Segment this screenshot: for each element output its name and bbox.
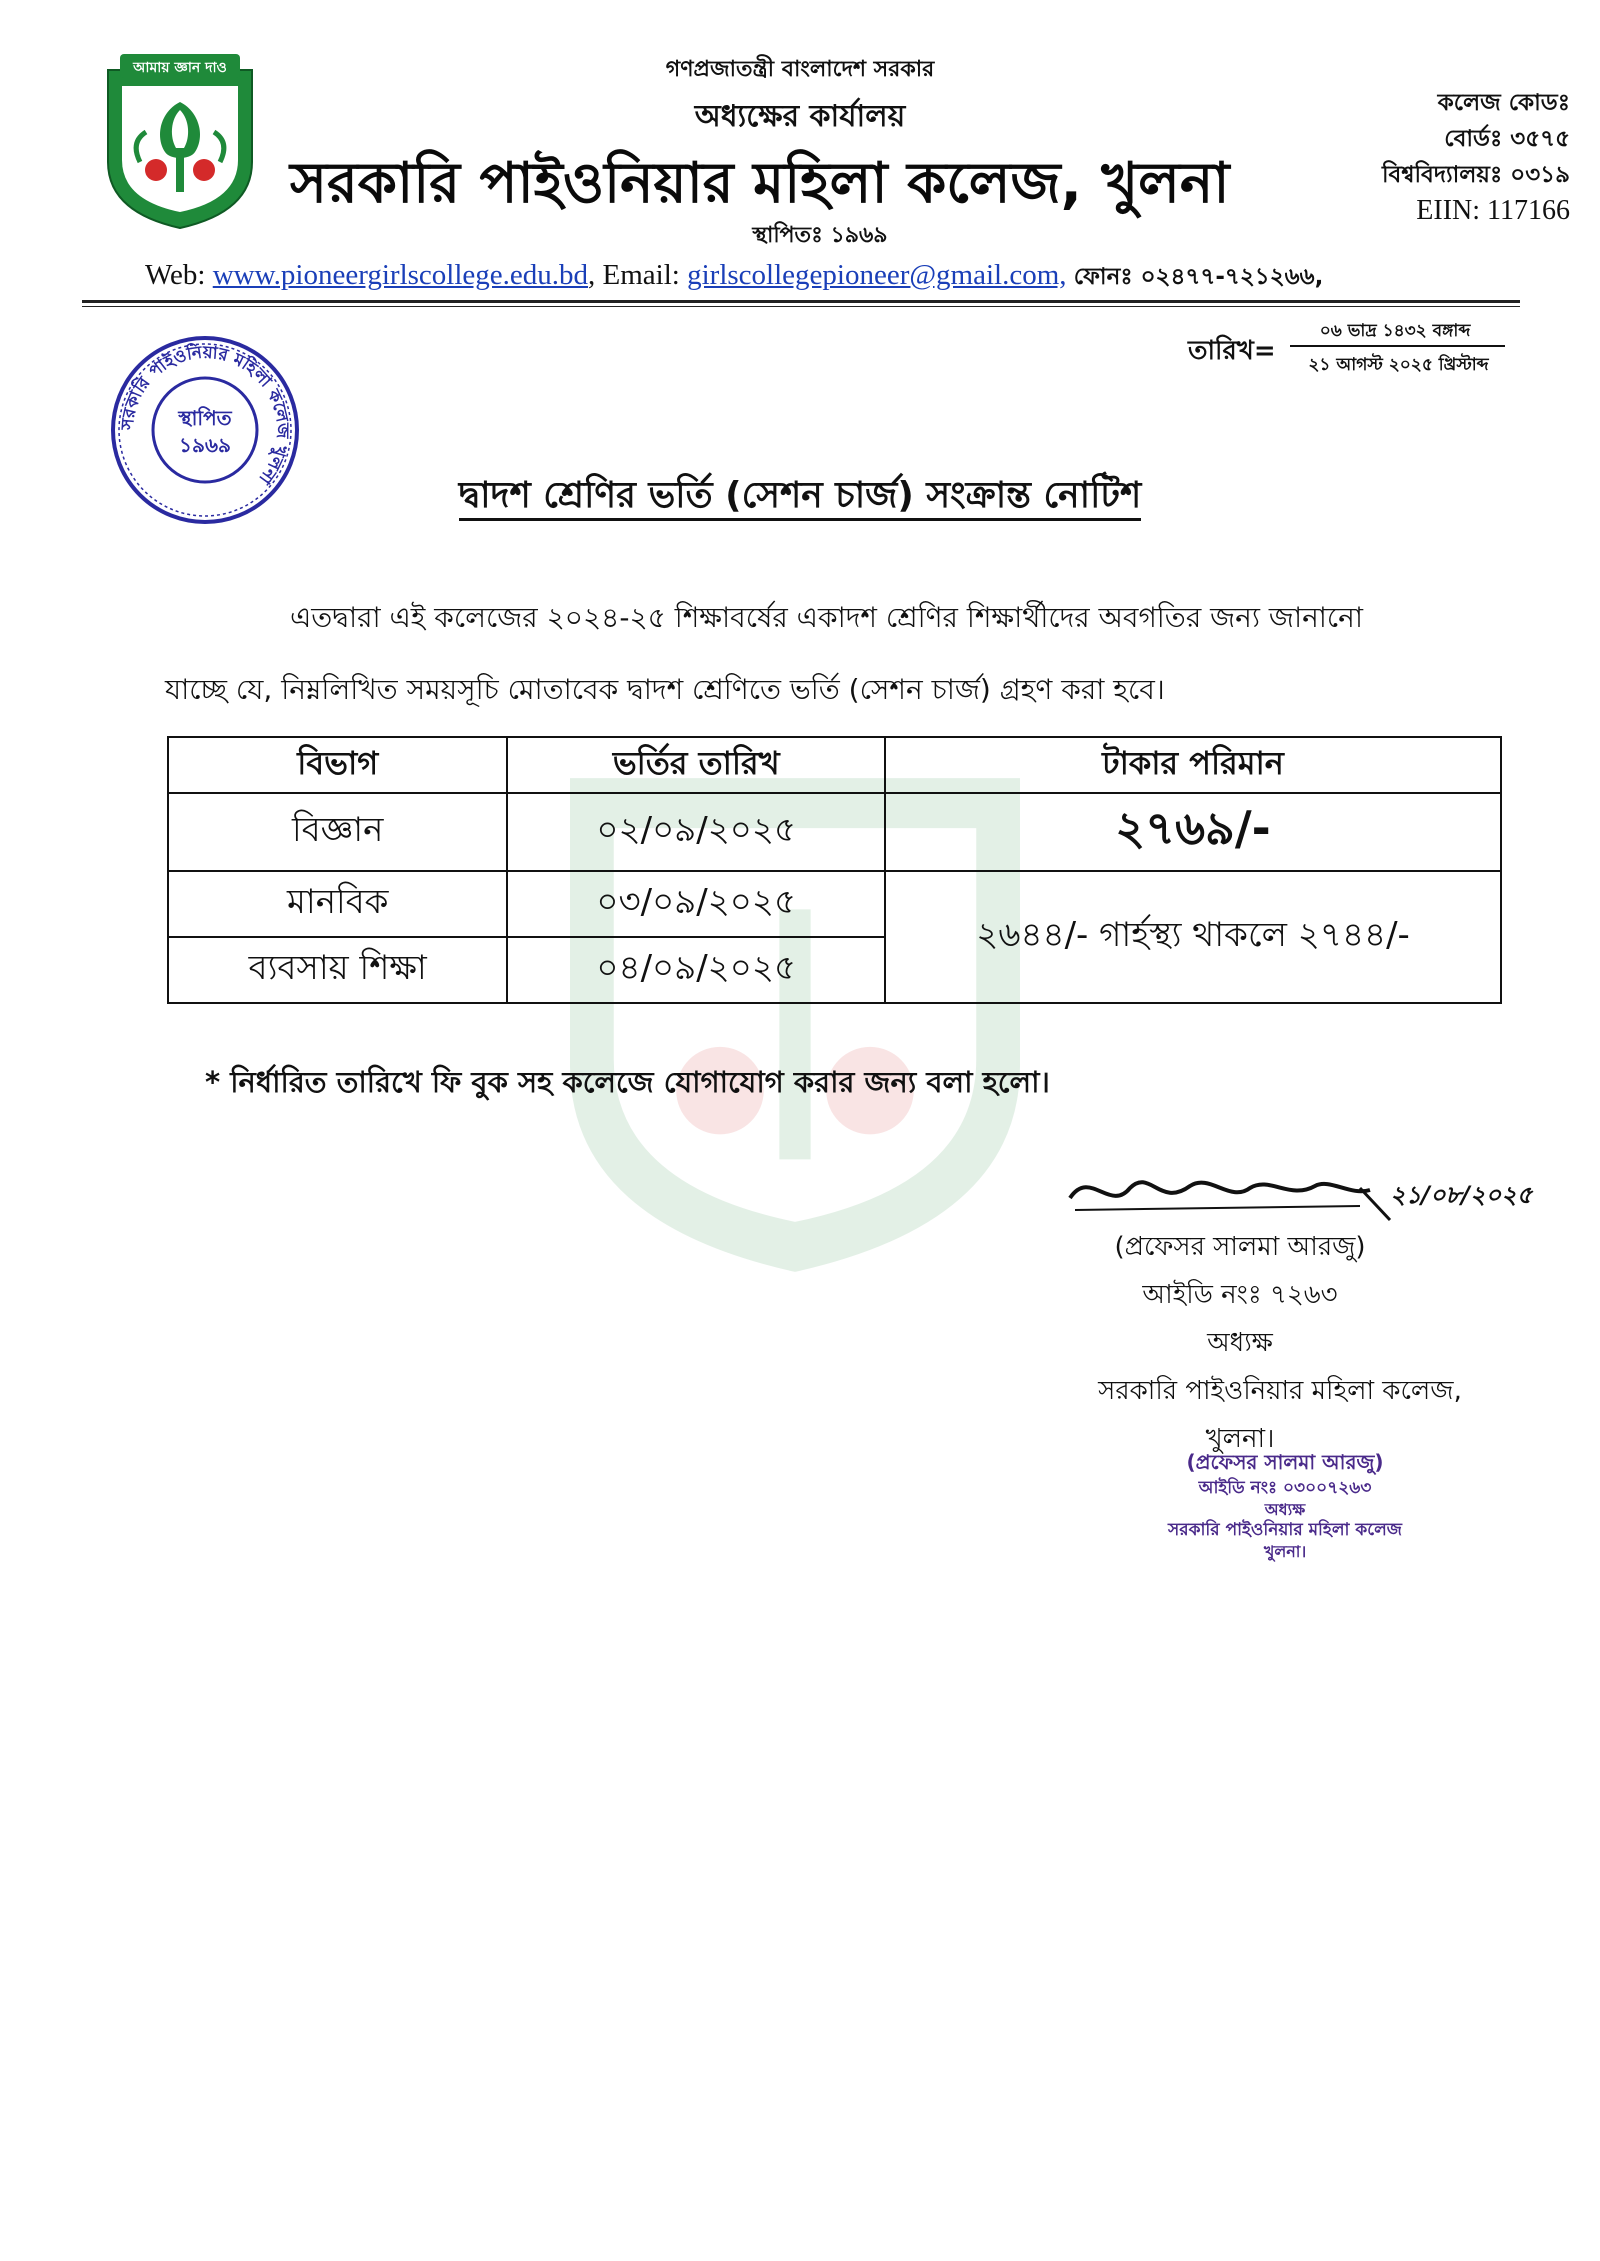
email-link[interactable]: girlscollegepioneer@gmail.com,: [687, 259, 1067, 291]
date-cell: ০৩/০৯/২০২৫: [507, 871, 885, 937]
signatory-college: সরকারি পাইওনিয়ার মহিলা কলেজ,: [1098, 1376, 1462, 1406]
government-line: গণপ্রজাতন্ত্রী বাংলাদেশ সরকার: [665, 57, 935, 82]
stamp-designation: অধ্যক্ষ: [1264, 1500, 1306, 1519]
table-row: [168, 871, 1501, 937]
stamp-id: আইডি নংঃ ০৩০০৭২৬৩: [1198, 1478, 1372, 1498]
eiin-code: EIIN: 117166: [1416, 195, 1570, 226]
board-code: বোর্ডঃ ৩৫৭৫: [1444, 126, 1570, 152]
office-line: অধ্যক্ষের কার্যালয়: [694, 99, 906, 134]
signatory-id: আইডি নংঃ ৭২৬৩: [1142, 1280, 1338, 1310]
seal-inner-top: স্থাপিত: [178, 406, 232, 430]
header-rule-thin: [82, 306, 1520, 307]
header-date: ভর্তির তারিখ: [507, 737, 885, 793]
signatory-name: (প্রফেসর সালমা আরজু): [1114, 1232, 1366, 1262]
handwritten-signature: [1060, 1158, 1540, 1228]
header-rule: [82, 300, 1520, 303]
web-label: Web:: [145, 259, 206, 291]
amount-cell: ২৭৬৯/-: [885, 793, 1501, 871]
svg-text:আমায় জ্ঞান দাও: আমায় জ্ঞান দাও: [133, 60, 227, 76]
notice-title-text: দ্বাদশ শ্রেণির ভর্তি (সেশন চার্জ) সংক্রান্ত নোটিশ: [459, 475, 1142, 521]
date-divider: [1290, 345, 1505, 347]
svg-text:২১/০৮/২০২৫: ২১/০৮/২০২৫: [1390, 1181, 1533, 1209]
date-cell: ০৪/০৯/২০২৫: [507, 937, 885, 1003]
shared-amount-cell: ২৬৪৪/- গার্হস্থ্য থাকলে ২৭৪৪/-: [885, 871, 1501, 1003]
department-cell: বিজ্ঞান: [168, 793, 507, 871]
table-header-row: [168, 737, 1501, 793]
established-line: স্থাপিতঃ ১৯৬৯: [752, 223, 888, 248]
signatory-city: খুলনা।: [1205, 1424, 1275, 1454]
date-label: তারিখ=: [1188, 336, 1276, 366]
phone-text: ফোনঃ ০২৪৭৭-৭২১২৬৬,: [1073, 264, 1324, 290]
email-label: , Email:: [588, 259, 680, 291]
stamp-city: খুলনা।: [1263, 1542, 1307, 1561]
codes-title: কলেজ কোডঃ: [1437, 90, 1570, 116]
header-department: বিভাগ: [168, 737, 507, 793]
university-code: বিশ্ববিদ্যালয়ঃ ০৩১৯: [1381, 162, 1570, 188]
table-row: [168, 793, 1501, 871]
signatory-designation: অধ্যক্ষ: [1207, 1328, 1273, 1358]
college-name: সরকারি পাইওনিয়ার মহিলা কলেজ, খুলনা: [290, 151, 1230, 216]
footnote: * নির্ধারিত তারিখে ফি বুক সহ কলেজে যোগাযোগ করার জন্য বলা হলো।: [205, 1065, 1050, 1099]
date-cell: ০২/০৯/২০২৫: [507, 793, 885, 871]
date-bangla: ০৬ ভাদ্র ১৪৩২ বঙ্গাব্দ: [1319, 321, 1471, 341]
notice-title: [0, 468, 1600, 528]
college-codes: [1310, 85, 1570, 229]
admission-fee-table: [167, 736, 1502, 1004]
seal-outer-text: সরকারি পাইওনিয়ার মহিলা কলেজ খুলনা: [117, 342, 293, 488]
website-link[interactable]: www.pioneergirlscollege.edu.bd: [212, 259, 589, 291]
seal-inner-year: ১৯৬৯: [179, 433, 231, 457]
date-english: ২১ আগস্ট ২০২৫ খ্রিস্টাব্দ: [1308, 355, 1489, 375]
notice-paragraph-line-2: যাচ্ছে যে, নিম্নলিখিত সময়সূচি মোতাবেক দ্বাদশ শ্রেণিতে ভর্তি (সেশন চার্জ) গ্রহণ করা হবে।: [165, 673, 1165, 706]
contact-line: [145, 258, 1323, 297]
header-amount: টাকার পরিমান: [885, 737, 1501, 793]
stamp-name: (প্রফেসর সালমা আরজু): [1186, 1450, 1384, 1474]
notice-paragraph-line-1: এতদ্বারা এই কলেজের ২০২৪-২৫ শিক্ষাবর্ষের একাদশ শ্রেণির শিক্ষার্থীদের অবগতির জন্য জানানো: [290, 601, 1363, 634]
department-cell: ব্যবসায় শিক্ষা: [168, 937, 507, 1003]
department-cell: মানবিক: [168, 871, 507, 937]
stamp-college: সরকারি পাইওনিয়ার মহিলা কলেজ: [1168, 1520, 1402, 1540]
